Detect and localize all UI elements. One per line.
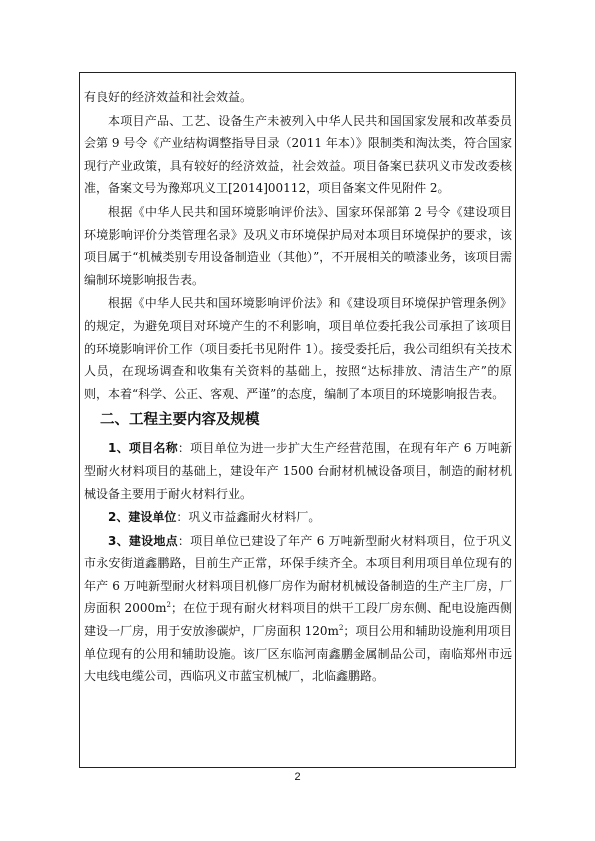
item-construction-site-text-a: ：项目单位已建设了年产 6 万吨新型耐火材料项目，位于巩义市永安街道鑫鹏路，目前生产正常，环保手续齐全。本项目利用项目单位现有的年产 6 万吨新型耐火材料项目机修厂房作为耐材机械设备制造的生产主厂房，厂房面积 2000m <box>84 533 512 616</box>
item-project-name <box>84 437 512 505</box>
item-construction-site-label: 3、建设地点 <box>108 533 178 548</box>
item-construction-unit-label: 2、建设单位 <box>108 510 177 525</box>
item-construction-site-text-b: ；在位于现有耐火材料项目的烘干工段厂房东侧、配电设施西侧建设一厂房，用于安放渗碳炉，厂房面积 120m <box>84 601 512 639</box>
item-construction-unit <box>84 506 512 529</box>
paragraph-industry-policy: 本项目产品、工艺、设备生产未被列入中华人民共和国国家发展和改革委员会第 9 号令《产业结构调整指导目录（2011 年本）》限制类和淘汰类，符合国家现行产业政策，具有较好的经济效益，社会效益。项目备案已获巩义市发改委核准，备案文号为豫郑巩义工[2014]00112，项目备案文件见附件 2。 <box>84 113 512 196</box>
paragraph-commission: 根据《中华人民共和国环境影响评价法》和《建设项目环境保护管理条例》的规定，为避免项目对环境产生的不利影响，项目单位委托我公司承担了该项目的环境影响评价工作（项目委托书见附件 1）。接受委托后，我公司组织有关技术人员，在现场调查和收集有关资料的基础上，按照“达标排放、清洁生产”的原则，本着“科学、公正、客观、严谨”的态度，编制了本项目的环境影响报告表。 <box>84 296 512 401</box>
item-project-name-label: 1、项目名称 <box>108 441 178 456</box>
paragraph-continuation: 有良好的经济效益和社会效益。 <box>84 90 253 104</box>
square-superscript: 2 <box>166 601 171 610</box>
document-body <box>84 86 512 689</box>
item-construction-unit-text: ：巩义市益鑫耐火材料厂。 <box>176 510 321 525</box>
section-heading: 二、工程主要内容及规模 <box>100 412 260 429</box>
square-superscript: 2 <box>338 624 344 633</box>
page-number: 2 <box>294 771 301 783</box>
item-construction-site <box>84 530 512 688</box>
item-construction-site-text-c: ；项目公用和辅助设施利用项目单位现有的公用和辅助设施。该厂区东临河南鑫鹏金属制品公司，南临郑州市远大电线电缆公司，西临巩义市蓝宝机械厂，北临鑫鹏路。 <box>84 624 512 684</box>
paragraph-classification: 根据《中华人民共和国环境影响评价法》、国家环保部第 2 号令《建设项目环境影响评价分类管理名录》及巩义市环境保护局对本项目环境保护的要求，该项目属于“机械类别专用设备制造业（其他）”，不开展相关的喷漆业务，该项目需编制环境影响报告表。 <box>84 204 512 287</box>
item-project-name-text: ：项目单位为进一步扩大生产经营范围，在现有年产 6 万吨新型耐火材料项目的基础上，建设年产 1500 台耐材机械设备项目，制造的耐材机械设备主要用于耐火材料行业。 <box>84 441 512 501</box>
